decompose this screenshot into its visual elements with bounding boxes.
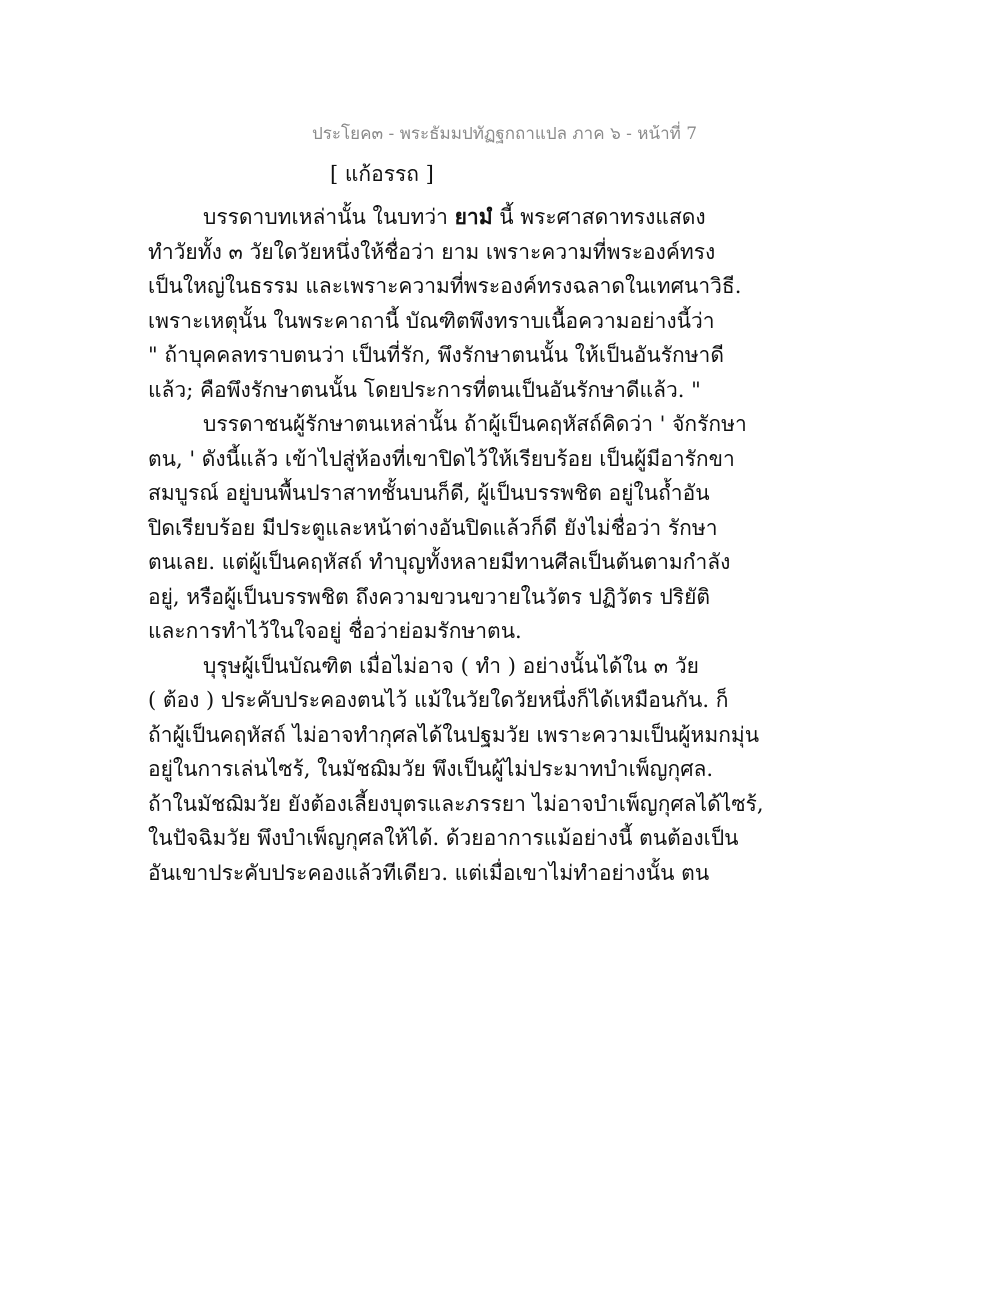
paragraph-1-line-1 bbox=[148, 200, 708, 235]
section-title: [ แก้อรรถ ] bbox=[330, 162, 434, 186]
paragraph-2-line-1: บรรดาชนผู้รักษาตนเหล่านั้น ถ้าผู้เป็นคฤหัสถ์คิดว่า ' จักรักษา bbox=[203, 412, 747, 436]
text-run: นี้ พระศาสดาทรงแสดง bbox=[492, 205, 706, 229]
paragraph-2-line-3: สมบูรณ์ อยู่บนพื้นปราสาทชั้นบนก็ดี, ผู้เป็นบรรพชิต อยู่ในถ้ำอัน bbox=[148, 481, 710, 505]
paragraph-1-line-6: แล้ว; คือพึงรักษาตนนั้น โดยประการที่ตนเป็นอันรักษาดีแล้ว. " bbox=[148, 377, 701, 402]
paragraph-1-line-2: ทำวัยทั้ง ๓ วัยใดวัยหนึ่งให้ชื่อว่า ยาม เพราะความที่พระองค์ทรง bbox=[148, 239, 716, 264]
paragraph-2-line-6: อยู่, หรือผู้เป็นบรรพชิต ถึงความขวนขวายในวัตร ปฏิวัตร ปริยัติ bbox=[148, 584, 711, 609]
paragraph-2-line-2: ตน, ' ดังนี้แล้ว เข้าไปสู่ห้องที่เขาปิดไว้ให้เรียบร้อย เป็นผู้มีอารักขา bbox=[148, 446, 735, 471]
paragraph-3-line-3: ถ้าผู้เป็นคฤหัสถ์ ไม่อาจทำกุศลได้ในปฐมวัย เพราะความเป็นผู้หมกมุ่น bbox=[148, 722, 760, 747]
paragraph-3-line-4: อยู่ในการเล่นไซร้, ในมัชฌิมวัย พึงเป็นผู้ไม่ประมาทบำเพ็ญกุศล. bbox=[148, 757, 714, 781]
paragraph-1-line-4: เพราะเหตุนั้น ในพระคาถานี้ บัณฑิตพึงทราบเนื้อความอย่างนี้ว่า bbox=[148, 308, 715, 333]
paragraph-3-line-6: ในปัจฉิมวัย พึงบำเพ็ญกุศลให้ได้. ด้วยอาการแม้อย่างนี้ ตนต้องเป็น bbox=[148, 826, 739, 850]
paragraph-2-line-7: และการทำไว้ในใจอยู่ ชื่อว่าย่อมรักษาตน. bbox=[148, 619, 522, 643]
paragraph-1-line-3: เป็นใหญ่ในธรรม และเพราะความที่พระองค์ทรงฉลาดในเทศนาวิธี. bbox=[148, 274, 742, 298]
paragraph-3-line-2: ( ต้อง ) ประคับประคองตนไว้ แม้ในวัยใดวัยหนึ่งก็ได้เหมือนกัน. ก็ bbox=[148, 688, 729, 712]
paragraph-3-line-5: ถ้าในมัชฌิมวัย ยังต้องเลี้ยงบุตรและภรรยา ไม่อาจบำเพ็ญกุศลได้ไซร้, bbox=[148, 791, 764, 816]
running-header: ประโยค๓ - พระธัมมปทัฏฐกถาแปล ภาค ๖ - หน้าที่ 7 bbox=[312, 124, 698, 144]
paragraph-3-line-7: อันเขาประคับประคองแล้วทีเดียว. แต่เมื่อเขาไม่ทำอย่างนั้น ตน bbox=[148, 860, 710, 885]
paragraph-1-line-5: " ถ้าบุคคลทราบตนว่า เป็นที่รัก, พึงรักษาตนนั้น ให้เป็นอันรักษาดี bbox=[148, 343, 724, 367]
paragraph-3-line-1: บุรุษผู้เป็นบัณฑิต เมื่อไม่อาจ ( ทำ ) อย่างนั้นได้ใน ๓ วัย bbox=[203, 653, 699, 678]
paragraph-2-line-4: ปิดเรียบร้อย มีประตูและหน้าต่างอันปิดแล้วก็ดี ยังไม่ชื่อว่า รักษา bbox=[148, 515, 718, 540]
bold-term: ยามํ bbox=[454, 204, 493, 229]
paragraph-2-line-5: ตนเลย. แต่ผู้เป็นคฤหัสถ์ ทำบุญทั้งหลายมีทานศีลเป็นต้นตามกำลัง bbox=[148, 550, 731, 574]
body-text bbox=[148, 200, 764, 890]
text-run: บรรดาบทเหล่านั้น ในบทว่า bbox=[203, 205, 455, 229]
